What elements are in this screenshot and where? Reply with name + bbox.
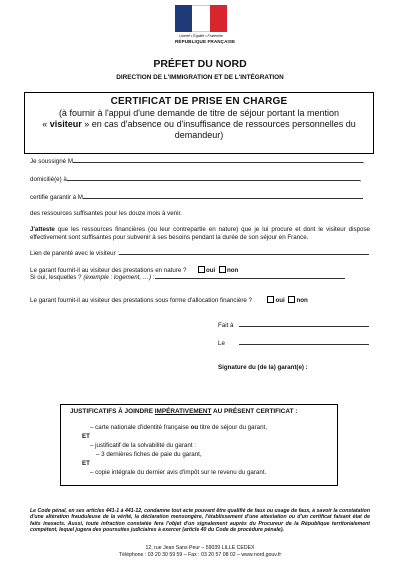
nature-non-checkbox[interactable]: [219, 266, 226, 273]
justificatifs-title: JUSTIFICATIFS À JOINDRE IMPÉRATIVEMENT AU PRÉSENT CERTIFICAT :: [70, 408, 298, 415]
nature-oui-checkbox[interactable]: [198, 266, 205, 273]
beneficiary-field[interactable]: certifie garantir à M: [30, 194, 363, 201]
allocation-non-checkbox[interactable]: [288, 296, 295, 303]
signature-label: Signature du (de la) garant(e) :: [218, 364, 308, 371]
lesquelles-field[interactable]: Si oui, lesquelles ? (exemple : logement, …) :: [30, 274, 345, 281]
fait-a-field[interactable]: Fait à: [218, 322, 369, 329]
marianne-logo: [175, 5, 236, 44]
justificatif-item-1: – carte nationale d'identité française ou titre de séjour du garant,: [90, 424, 267, 431]
justificatif-item-4: – copie intégrale du dernier avis d'impôt sur le revenu du garant.: [90, 469, 267, 476]
nature-question: Le garant fournit-il au visiteur des prestations en nature ? oui non: [30, 267, 239, 274]
direction-heading: DIRECTION DE L'IMMIGRATION ET DE L'INTÉGRATION: [116, 74, 284, 81]
justificatif-item-3: – 3 dernières fiches de paie du garant,: [96, 451, 202, 458]
date-field[interactable]: Le: [218, 340, 369, 347]
domicile-field[interactable]: domicilié(e) à ,: [30, 176, 362, 183]
certificate-subtitle: (à fournir à l'appui d'une demande de titre de séjour portant la mention « visiteur » en cas d'absence ou d'insuffisance de ressources personnelles du demandeur): [42, 108, 356, 140]
justificatif-et-1: ET: [82, 433, 90, 440]
justificatif-item-2: – justificatif de la solvabilité du garant :: [90, 442, 196, 449]
footer-address: 12, rue Jean Sans Peur – 59039 LILLE CEDEX: [145, 545, 255, 551]
certificate-title-box: [24, 92, 374, 154]
justificatif-et-2: ET: [82, 460, 90, 467]
republic-motto: Liberté • Égalité • Fraternité: [179, 34, 223, 38]
footer-contact: Téléphone : 03 20 30 59 59 – Fax : 03 20 57 08 02 – www.nord.gouv.fr: [118, 552, 282, 558]
tricolor-flag-icon: [175, 5, 227, 32]
soussigne-field[interactable]: Je soussigné M ,: [30, 158, 365, 165]
certificate-title: CERTIFICAT DE PRISE EN CHARGE: [110, 96, 288, 107]
republic-name: RÉPUBLIQUE FRANÇAISE: [175, 39, 236, 44]
allocation-question: Le garant fournit-il au visiteur des prestations sous forme d'allocation financière ? oui non: [30, 297, 308, 304]
ressources-text: des ressources suffisantes pour les douze mois à venir.: [30, 210, 182, 217]
lien-parente-field[interactable]: Lien de parenté avec le visiteur :: [30, 250, 369, 257]
legal-notice: Le Code pénal, en ses articles 441-1 à 441-12, condamne tout acte pouvant être qualifié de faux ou usage de faux, à savoir la constatation d'une altération frauduleuse de la vérité, la déclaration mensongère, l'établissement d'une attestation ou d'un certificat faisant état de faits inexacts. Aussi, toute infraction constatée fera l'objet d'un signalement auprès du Procureur de la République territorialement compétent, lequel jugera des poursuites judiciaires à exercer (article 40 du Code de procédure pénale).: [30, 508, 370, 533]
allocation-oui-checkbox[interactable]: [267, 296, 274, 303]
prefect-heading: PRÉFET DU NORD: [153, 58, 247, 70]
attestation-paragraph: J'atteste que les ressources financières (ou leur contrepartie en nature) que je lui procure et dont le visiteur dispose effectivement sont suffisantes pour subvenir à ses besoins pendant la durée de son séjour en France.: [30, 226, 370, 242]
